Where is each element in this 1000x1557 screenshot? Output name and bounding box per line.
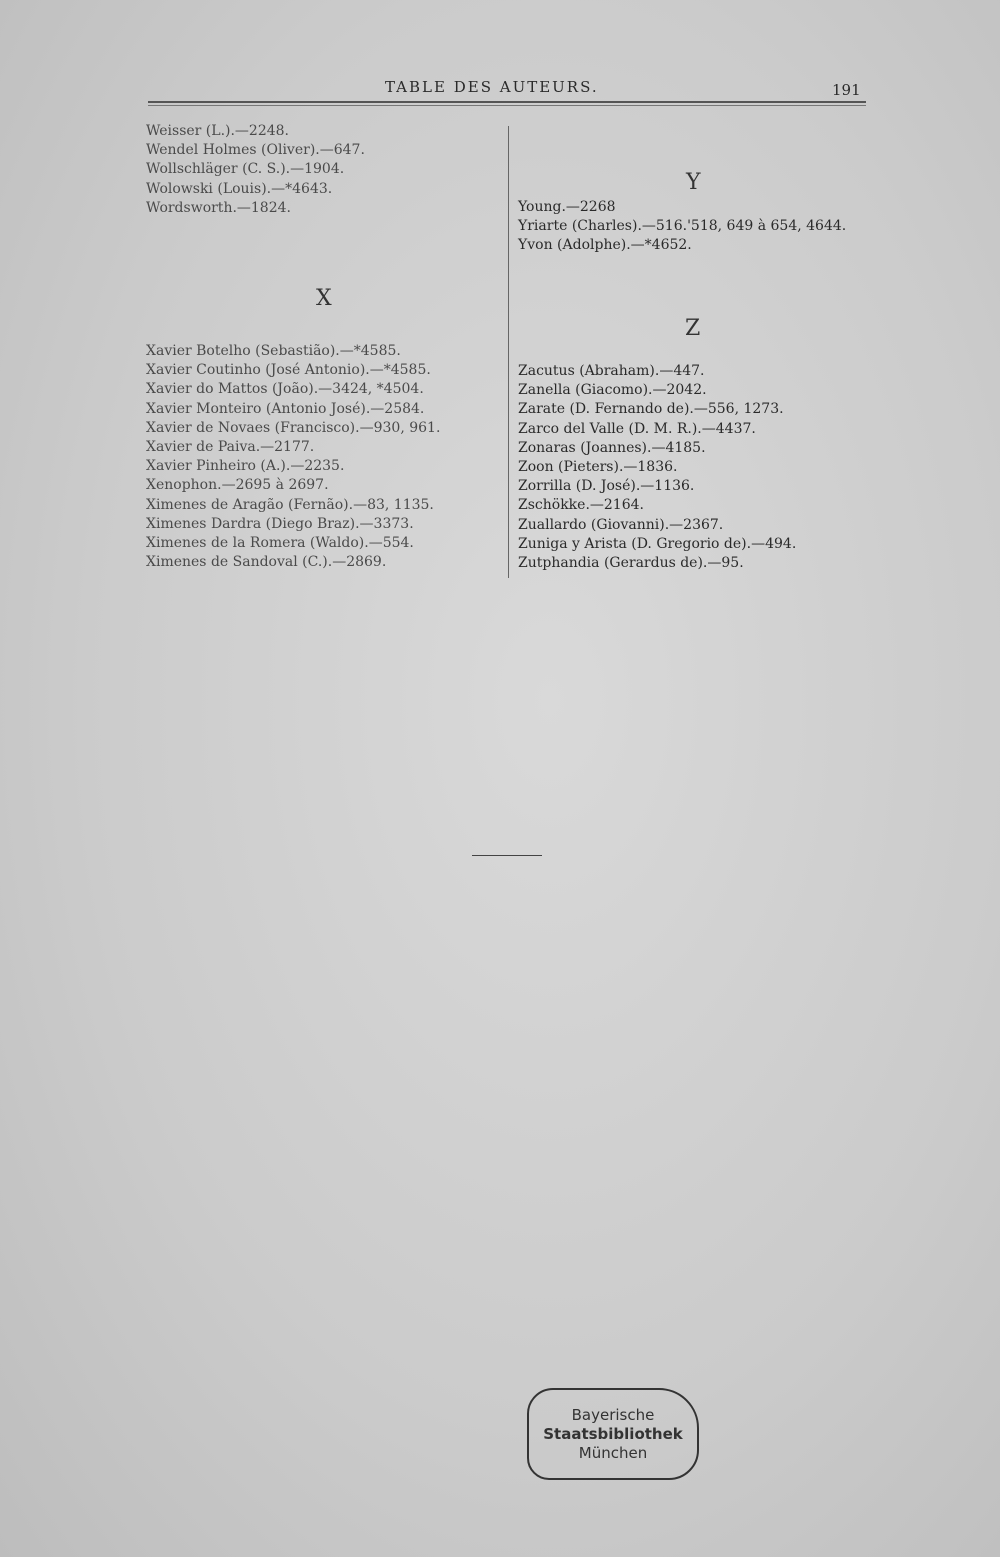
end-rule (472, 855, 542, 856)
stamp-line: Bayerische (571, 1406, 655, 1424)
section-y-entries (518, 198, 846, 256)
index-entry: Young.—2268 (518, 199, 616, 215)
index-entry: Xavier de Paiva.—2177. (146, 439, 315, 456)
index-entry: Zanella (Giacomo).—2042. (518, 382, 707, 399)
index-entry: Xavier Botelho (Sebastião).—*4585. (146, 343, 401, 359)
index-entry: Weisser (L.).—2248. (146, 123, 290, 139)
column-divider (508, 126, 509, 578)
index-entry: Ximenes de Aragão (Fernão).—83, 1135. (146, 496, 434, 513)
left-column-top-entries (146, 122, 365, 218)
index-entry: Wollschläger (C. S.).—1904. (146, 161, 345, 178)
page-header-title: TABLE DES AUTEURS. (385, 78, 599, 96)
index-entry: Yvon (Adolphe).—*4652. (518, 237, 692, 254)
index-entry: Zacutus (Abraham).—447. (518, 363, 705, 379)
header-rule (148, 101, 866, 103)
page-number: 191 (832, 81, 861, 99)
index-entry: Zarate (D. Fernando de).—556, 1273. (518, 401, 784, 418)
section-x-entries (146, 342, 440, 572)
stamp-line: Staatsbibliothek (543, 1425, 683, 1443)
index-entry: Ximenes de Sandoval (C.).—2869. (146, 554, 387, 571)
library-stamp (527, 1388, 699, 1480)
index-entry: Xavier do Mattos (João).—3424, *4504. (146, 381, 424, 398)
index-entry: Zutphandia (Gerardus de).—95. (518, 555, 744, 572)
section-letter-z: Z (685, 316, 701, 341)
index-entry: Zuniga y Arista (D. Gregorio de).—494. (518, 535, 797, 552)
header-rule-thin (148, 105, 866, 106)
index-entry: Xavier Pinheiro (A.).—2235. (146, 458, 345, 475)
index-entry: Xavier Coutinho (José Antonio).—*4585. (146, 362, 431, 379)
index-entry: Ximenes Dardra (Diego Braz).—3373. (146, 515, 414, 532)
index-entry: Wendel Holmes (Oliver).—647. (146, 142, 365, 159)
section-letter-y: Y (686, 170, 701, 195)
index-entry: Wolowski (Louis).—*4643. (146, 180, 333, 197)
index-entry: Zschökke.—2164. (518, 497, 644, 514)
index-entry: Zarco del Valle (D. M. R.).—4437. (518, 420, 756, 437)
index-entry: Zorrilla (D. José).—1136. (518, 478, 695, 495)
index-entry: Zuallardo (Giovanni).—2367. (518, 516, 724, 533)
index-entry: Xavier de Novaes (Francisco).—930, 961. (146, 419, 441, 436)
index-entry: Wordsworth.—1824. (146, 199, 291, 216)
section-z-entries (518, 362, 796, 573)
index-entry: Xenophon.—2695 à 2697. (146, 477, 329, 494)
index-entry: Ximenes de la Romera (Waldo).—554. (146, 535, 414, 552)
stamp-line: München (578, 1444, 648, 1462)
index-entry: Yriarte (Charles).—516.'518, 649 à 654, 4644. (518, 218, 847, 235)
index-entry: Zoon (Pieters).—1836. (518, 459, 678, 476)
section-letter-x: X (316, 286, 332, 311)
index-entry: Zonaras (Joannes).—4185. (518, 439, 706, 456)
index-entry: Xavier Monteiro (Antonio José).—2584. (146, 400, 425, 417)
